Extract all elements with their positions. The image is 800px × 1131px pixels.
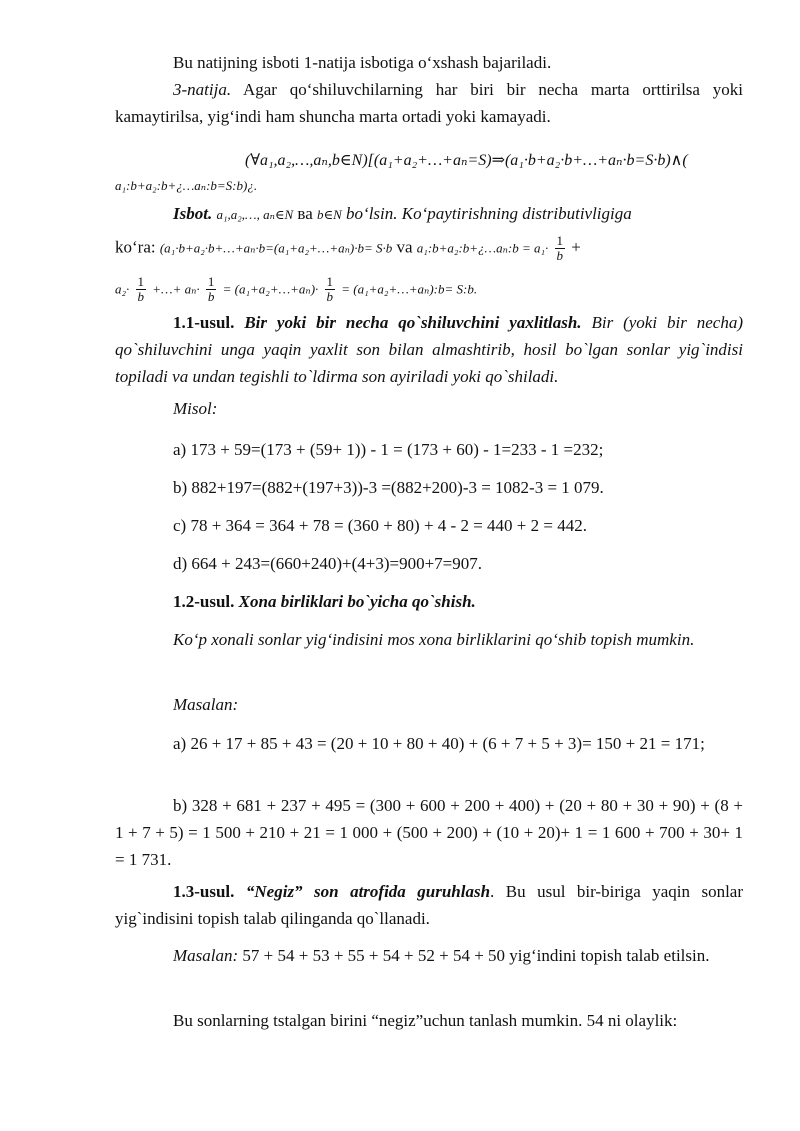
proof-line-2	[115, 234, 581, 263]
method-1-1-label: 1.1-usul.	[173, 313, 235, 332]
method-1-1	[115, 309, 743, 390]
paragraph-corollary-3	[115, 76, 743, 130]
proof-line-1	[173, 203, 632, 226]
example-d: d) 664 + 243=(660+240)+(4+3)=900+7=907.	[173, 554, 483, 573]
proof-result: = (a₁+a₂+…+aₙ):b= S:b.	[341, 281, 478, 297]
proof-product-formula: (a₁·b+a₂·b+…+aₙ·b=(a₁+a₂+…+aₙ)·b= S·b	[159, 240, 393, 256]
closing-paragraph: Bu sonlarning tstalgan birini “negiz”uchun tanlash mumkin. 54 ni olaylik:	[173, 1011, 678, 1030]
method-1-3	[115, 878, 743, 932]
method-1-1-text: Bir (yoki bir necha) qo`shiluvchini unga yaqin yaxlit son bilan almashtirib, hosil bo`lgan sonlar yig`indisi topiladi va undan tegishli to`ldirma son ayiriladi yoki qo`shiladi.	[115, 313, 743, 386]
proof-kora: ko‘ra:	[115, 237, 160, 257]
fraction-one-over-b: $\frac{1}{b}$	[556, 233, 563, 263]
formula-line-2: a₁:b+a₂:b+¿…aₙ:b=S:b)¿.	[115, 178, 258, 193]
proof-label: Isbot.	[173, 204, 213, 223]
fraction-one-over-b: $\frac{1}{b}$	[137, 274, 145, 304]
method-1-3-text: . Bu usul bir-biriga yaqin sonlar yig`indisini topish talab qilinganda qo`llanadi.	[115, 882, 743, 928]
method-1-3-title: “Negiz” son atrofida guruhlash	[234, 882, 491, 901]
example2-b: b) 328 + 681 + 237 + 495 = (300 + 600 + 200 + 400) + (20 + 80 + 30 + 90) + (8 + 1 + 7 + 5) = 1 500 + 210 + 21 = 1 000 + (500 + 200) + (10 + 20)+ 1 = 1 600 + 700 + 30+ 1 = 1 731.	[115, 796, 743, 869]
proof-plus: +	[571, 237, 581, 257]
corollary-heading: 3-natija.	[173, 80, 232, 99]
proof-a2: a₂·	[115, 281, 130, 297]
proof-text-distributive: bo‘lsin. Ko‘paytirishning distributivligiga	[341, 204, 632, 223]
example-heading: Misol:	[173, 399, 218, 418]
example3	[115, 942, 743, 969]
example-b: b) 882+197=(882+(197+3))-3 =(882+200)-3 = 1082-3 = 1 079.	[173, 478, 604, 497]
proof-connector-va-cyr: ва	[293, 204, 317, 223]
fraction-one-over-b: $\frac{1}{b}$	[326, 274, 334, 304]
method-1-2	[115, 588, 743, 615]
proof-an: +…+ aₙ·	[152, 281, 200, 297]
method-1-2-title: Xona birliklari bo`yicha qo`shish.	[234, 592, 476, 611]
example3-heading: Masalan:	[173, 946, 239, 965]
method-1-2-label: 1.2-usul.	[173, 592, 235, 611]
corollary-text: Agar qo‘shiluvchilarning har biri bir necha marta orttirilsa yoki kamaytirilsa, yig‘indi ham shuncha marta ortadi yoki kamayadi.	[115, 80, 743, 126]
paragraph-intro: Bu natijning isboti 1-natija isbotiga o‘xshash bajariladi.	[173, 53, 552, 72]
example-a: a) 173 + 59=(173 + (59+ 1)) - 1 = (173 + 60) - 1=233 - 1 =232;	[173, 440, 604, 459]
proof-variables: a₁,a₂,…, aₙ∈N	[216, 207, 294, 222]
proof-line-3	[115, 275, 477, 304]
method-1-3-label: 1.3-usul.	[173, 882, 235, 901]
proof-connector-va: va	[392, 237, 417, 257]
example-c: c) 78 + 364 = 364 + 78 = (360 + 80) + 4 - 2 = 440 + 2 = 442.	[173, 516, 587, 535]
example-heading-2: Masalan:	[173, 695, 239, 714]
proof-b-in-n: b∈N	[317, 207, 342, 222]
fraction-one-over-b: $\frac{1}{b}$	[207, 274, 215, 304]
formula-line-1: (∀a₁,a₂,…,aₙ,b∈N)[(a₁+a₂+…+aₙ=S)⇒(a₁·b+a₂·b+…+aₙ·b=S·b)∧(	[245, 152, 688, 169]
method-1-1-title: Bir yoki bir necha qo`shiluvchini yaxlitlash.	[234, 313, 582, 332]
example2-a: a) 26 + 17 + 85 + 43 = (20 + 10 + 80 + 40) + (6 + 7 + 5 + 3)= 150 + 21 = 171;	[173, 734, 705, 753]
proof-division-formula: a₁:b+a₂:b+¿…aₙ:b = a₁·	[416, 240, 549, 256]
method-1-2-text: Ko‘p xonali sonlar yig‘indisini mos xona birliklarini qo‘shib topish mumkin.	[173, 630, 695, 649]
proof-sum-times: = (a₁+a₂+…+aₙ)·	[222, 281, 319, 297]
example3-text: 57 + 54 + 53 + 55 + 54 + 52 + 54 + 50 yig‘indini topish talab etilsin.	[238, 946, 710, 965]
